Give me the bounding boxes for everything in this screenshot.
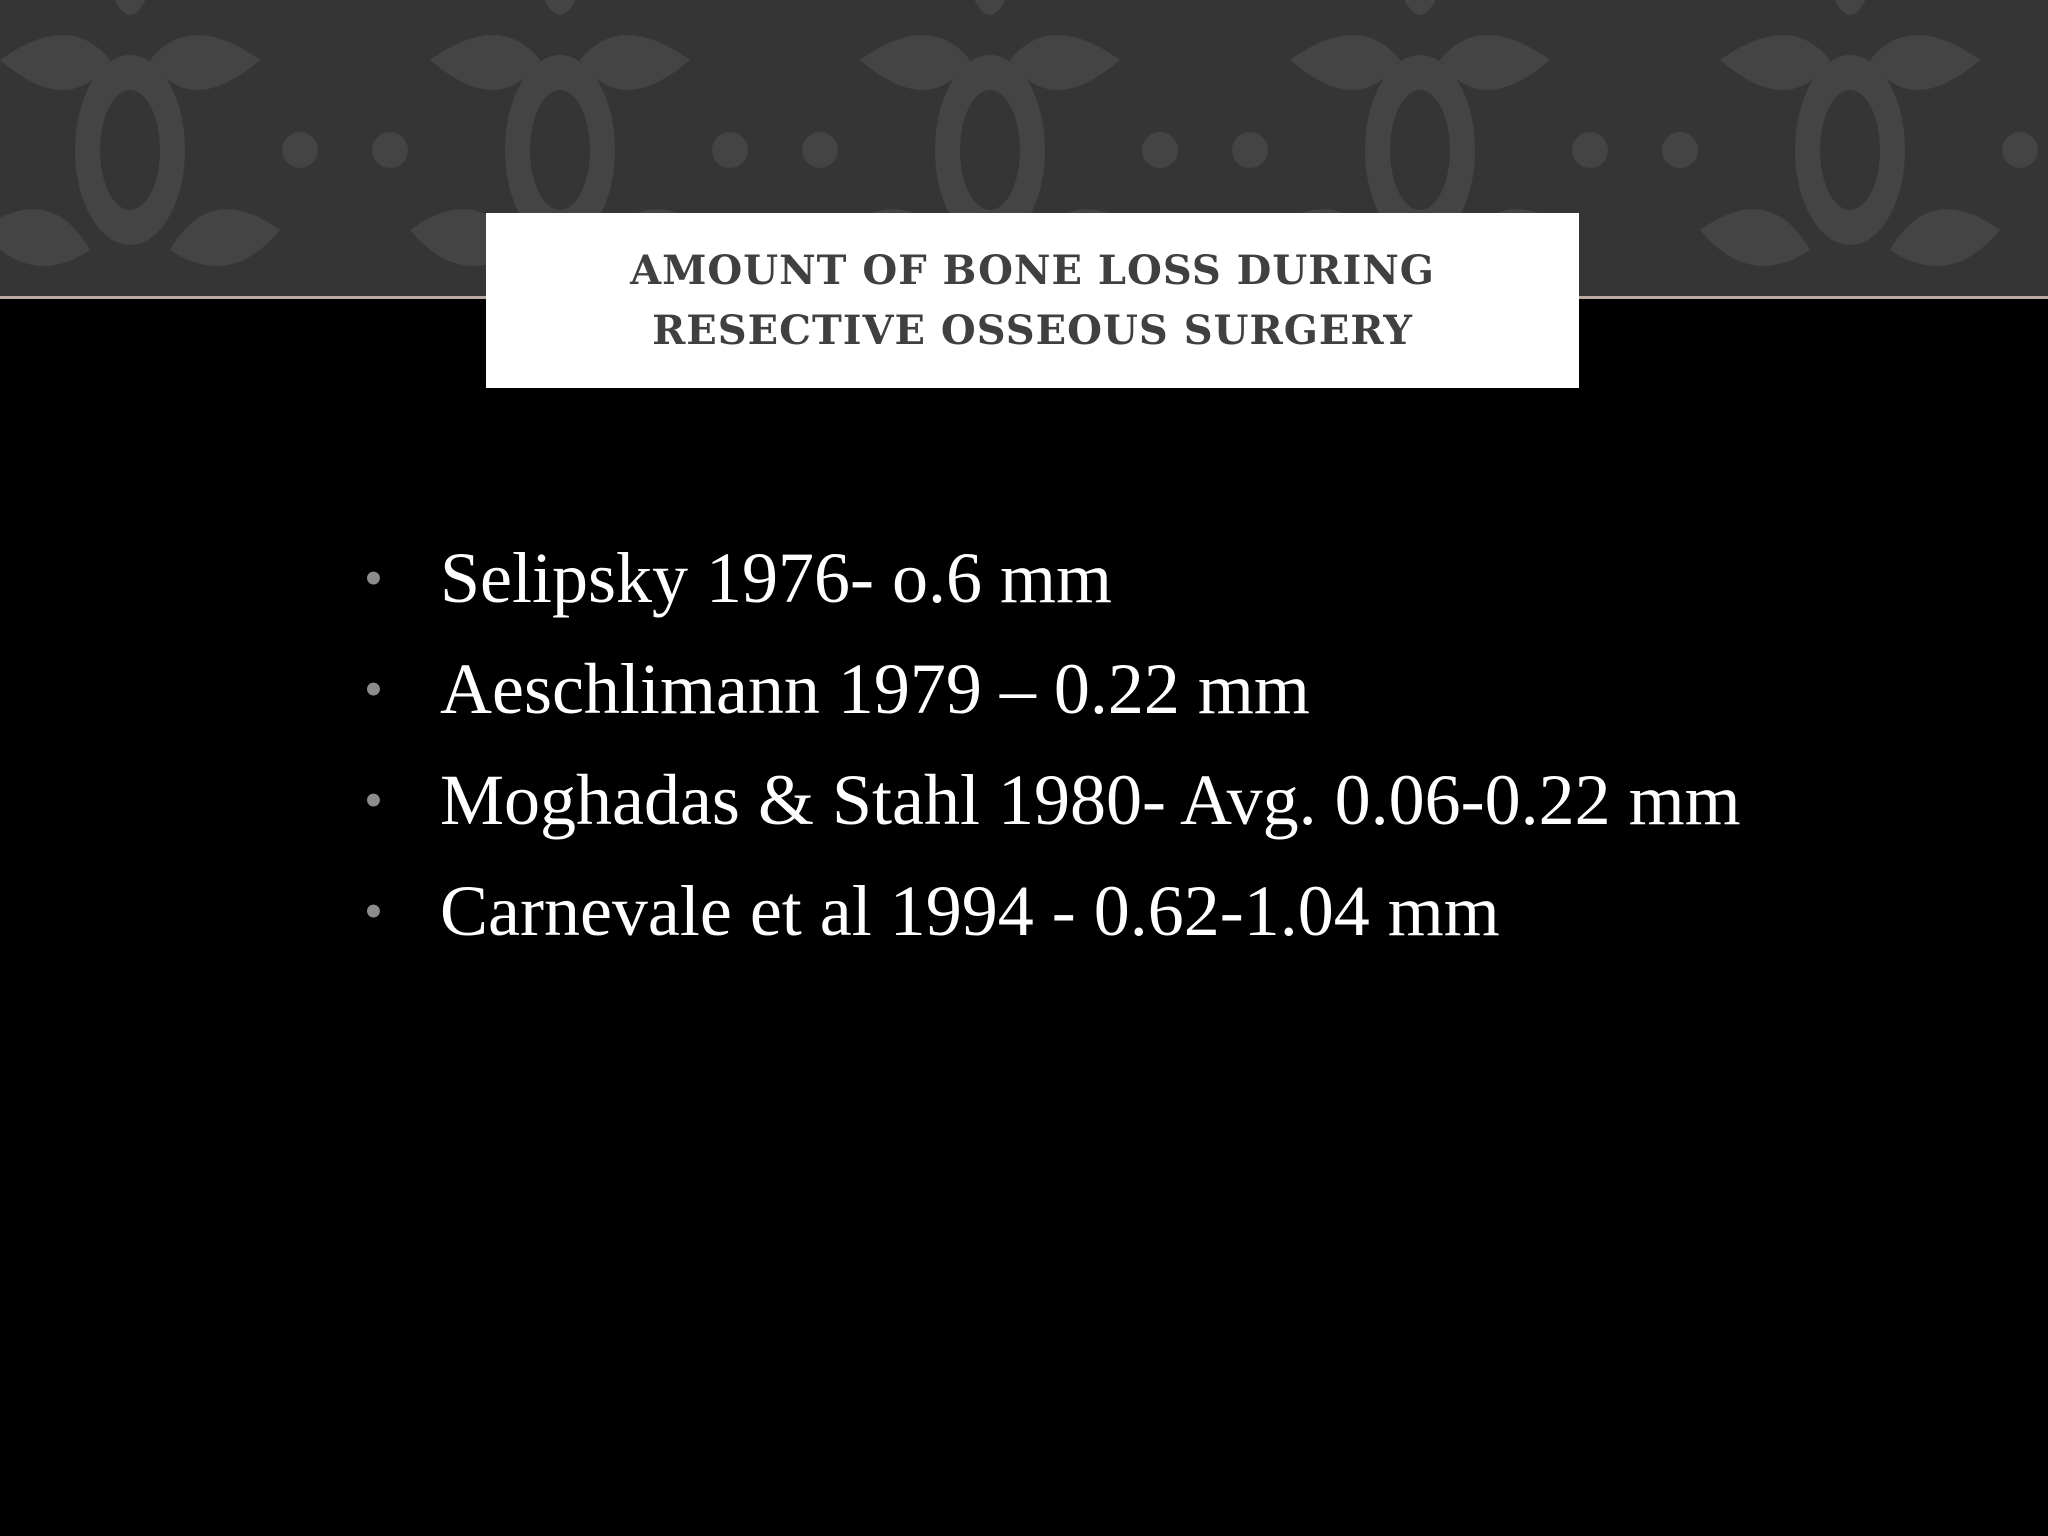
bullet-icon: • — [364, 881, 383, 941]
list-item — [360, 863, 1760, 960]
slide-title: AMOUNT OF BONE LOSS DURING RESECTIVE OSSEOUS SURGERY — [630, 246, 1435, 354]
list-item — [360, 752, 1760, 849]
bullet-text: Selipsky 1976- o.6 mm — [440, 538, 1113, 618]
list-item — [360, 641, 1760, 738]
bullet-icon: • — [364, 770, 383, 830]
bullet-list — [360, 530, 1760, 974]
bullet-text: Moghadas & Stahl 1980- Avg. 0.06-0.22 mm — [440, 760, 1741, 840]
bullet-text: Carnevale et al 1994 - 0.62-1.04 mm — [440, 871, 1500, 951]
bullet-icon: • — [364, 548, 383, 608]
title-box — [486, 213, 1579, 388]
bullet-text: Aeschlimann 1979 – 0.22 mm — [440, 649, 1310, 729]
list-item — [360, 530, 1760, 627]
bullet-icon: • — [364, 659, 383, 719]
